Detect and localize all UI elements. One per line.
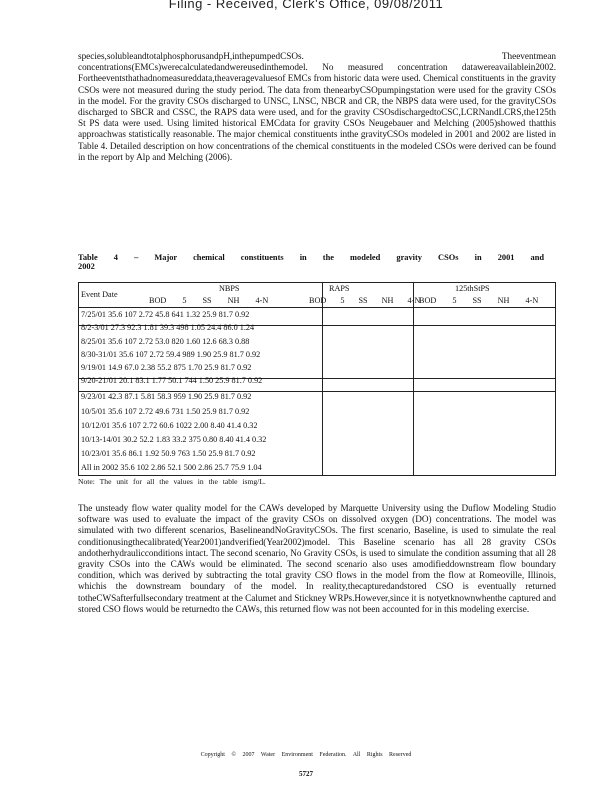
table-row: 10/12/01 35.6 107 2.72 60.6 1022 2.00 8.40 41.4 0.32 (81, 421, 258, 430)
table-header-rule (79, 307, 555, 308)
group-header-nbps: NBPS (219, 284, 240, 293)
table-divider-1 (322, 283, 323, 475)
sub-header-125th: BOD 5 SS NH 4-N (419, 296, 539, 305)
table-note: Note: The unit for all the values in the table ismg/L. (78, 477, 266, 486)
table-row: All in 2002 35.6 102 2.86 52.1 500 2.86 25.7 75.9 1.04 (81, 463, 262, 472)
table-caption: Table 4 – Major chemical constituents in the modeled gravity CSOs in 2001 and 2002 (78, 253, 545, 271)
sub-header-nbps: BOD 5 SS NH 4-N (149, 296, 269, 305)
table-divider-2 (413, 283, 414, 475)
sub-header-raps: BOD 5 SS NH 4-N (309, 296, 421, 305)
table-row: 8/30-31/01 35.6 107 2.72 59.4 989 1.90 25.9 81.7 0.92 (81, 350, 261, 359)
paragraph-text: The unsteady flow water quality model for the CAWs developed by Marquette University using the Duflow Modeling Studio software was used to evaluate the impact of the gravity CSOs on dissolved oxygen (DO) concentrations. The model was simulated with two different scenarios, BaselineandNoGravityCSOs. The first scenario, Baseline, is used to simulate the real conditionusingthecalibrated(Year2001)andverified(Year2002)model. This Baseline scenario has all 28 gravity CSOs andotherhydraulicconditions intact. The second scenario, No Gravity CSOs, is used to simulate the condition assuming that all 28 gravity CSOs into the CAWs would be eliminated. The second scenario also uses amodifieddownstream flow boundary condition, which was derived by subtracting the total gravity CSO flows in the model from the flow at Romeoville, Illinois, whichis the downstream boundary of the model. In reality,thecapturedandstored CSO is eventually returned totheCWSafterfullsecondary treatment at the Calumet and Stickney WRPs.However,since it is notyetknownwhenthe captured and stored CSO flows would be returnedto the CAWs, this returned flow was not been accounted for in this modeling exercise. (78, 503, 556, 614)
table-row: 10/13-14/01 30.2 52.2 1.83 33.2 375 0.80 8.40 41.4 0.32 (81, 435, 267, 444)
body-paragraph-1 (78, 51, 556, 163)
table-row: 9/19/01 14.9 67.0 2.38 55.2 875 1.70 25.9 81.7 0.92 (81, 363, 252, 372)
table-row: 9/23/01 42.3 87.1 5.81 58.3 959 1.90 25.9 81.7 0.92 (81, 392, 252, 401)
copyright-footer: Copyright © 2007 Water Environment Federation. All Rights Reserved (200, 752, 412, 758)
table-row: 9/20-21/01 20.1 83.1 1.77 50.1 744 1.50 25.9 81.7 0.92 (81, 376, 263, 385)
table-row: 8/25/01 35.6 107 2.72 53.0 820 1.60 12.6 68.3 0.88 (81, 337, 250, 346)
table-row: 8/2-3/01 27.3 92.3 1.81 39.3 498 1.05 24.4 86.0 1.24 (81, 323, 255, 332)
table-row: 7/25/01 35.6 107 2.72 45.8 641 1.32 25.9 81.7 0.92 (81, 310, 250, 319)
group-header-125th: 125thStPS (455, 284, 490, 293)
group-header-raps: RAPS (329, 284, 350, 293)
event-date-header: Event Date (81, 290, 118, 299)
constituents-table (78, 282, 556, 476)
page-number: 5727 (299, 770, 313, 778)
table-row: 10/5/01 35.6 107 2.72 49.6 731 1.50 25.9 81.7 0.92 (81, 407, 250, 416)
paragraph-text: species,solubleandtotalphosphorusandpH,inthepumpedCSOs. Theeventmean concentrations(EMCs)werecalculatedandwereusedinthemodel. No measured concentration datawereavailablein2002. Fortheeventsthathadnomeasureddata,theaveragevaluesof EMCs from historic data were used. Chemical constituents in the gravity CSOs were not measured during the study period. The data from thenearbyCSOpumpingstation were used for the gravity CSOs in the model. For the gravity CSOs discharged to UNSC, LNSC, NBCR and CR, the NBPS data were used, for the gravityCSOs discharged to SBCR and CSSC, the RAPS data were used, and for the gravity CSOsdischargedtoCSC,LCRNandLCRS,the125th St PS data were used. Using limited historical EMCdata for gravity CSOs Neugebauer and Melching (2005)showed thatthis approachwas statistically reasonable. The major chemical constituents inthe gravityCSOs modeled in 2001 and 2002 are listed in Table 4. Detailed description on how concentrations of the chemical constituents in the modeled CSOs were derived can be found in the report by Alp and Melching (2006). (78, 51, 556, 162)
body-paragraph-2 (78, 503, 556, 615)
filing-header: Filing - Received, Clerk's Office, 09/08/2011 (168, 0, 444, 11)
table-row: 10/23/01 35.6 86.1 1.92 50.9 763 1.50 25.9 81.7 0.92 (81, 449, 256, 458)
